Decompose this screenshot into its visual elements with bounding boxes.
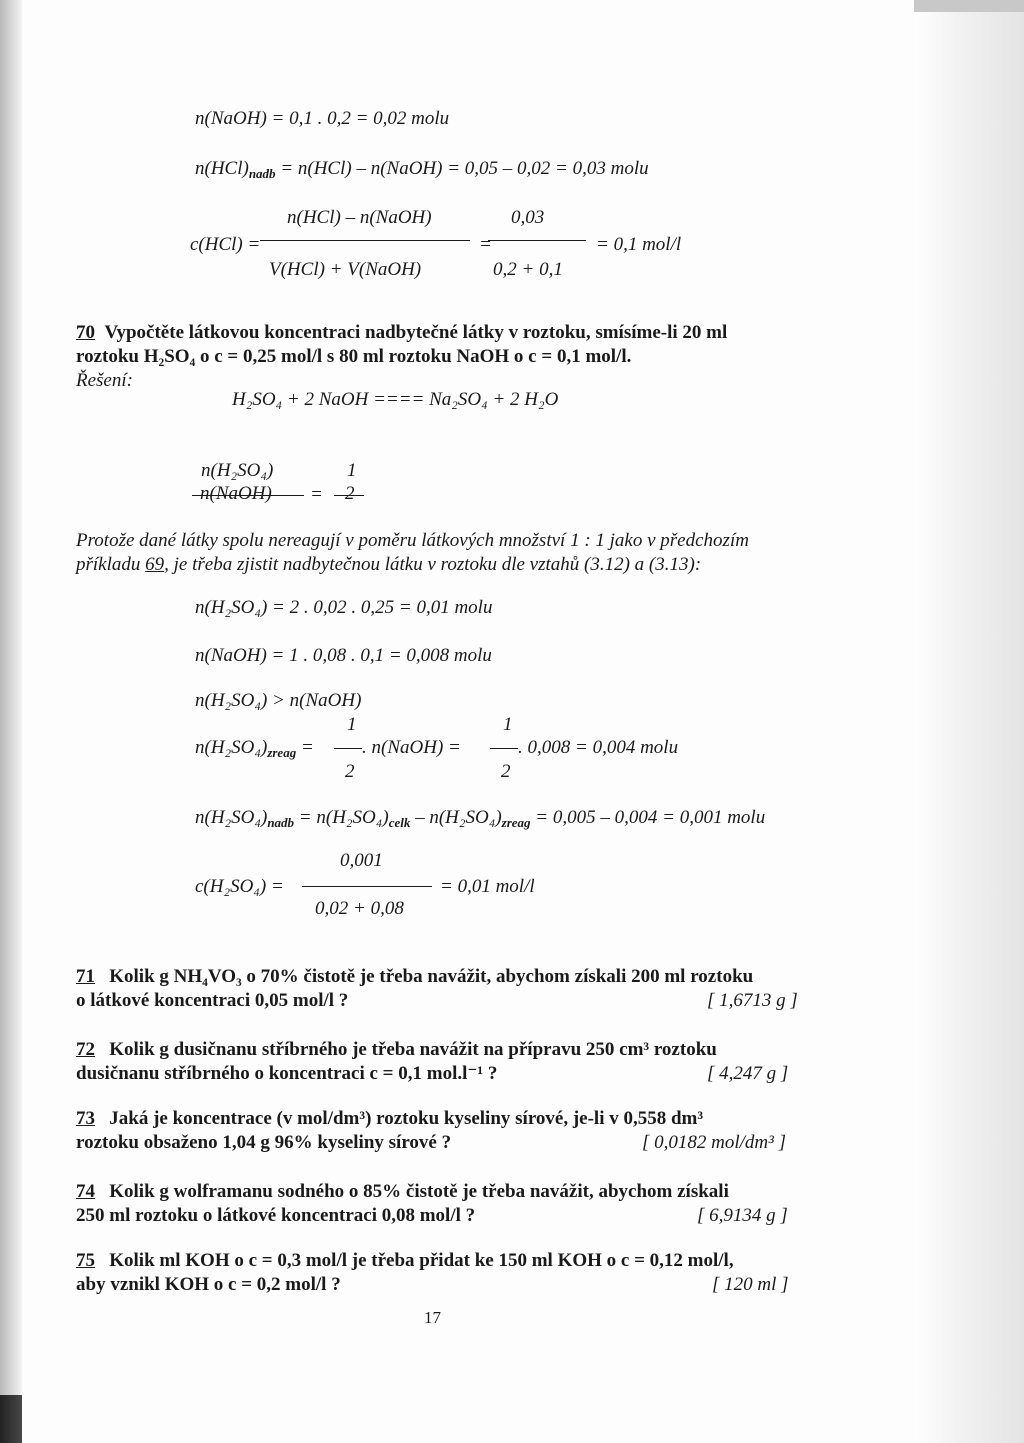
explanation-line2: příkladu 69, je třeba zjistit nadbytečnou látku v roztoku dle vztahů (3.12) a (3.13): <box>76 554 702 575</box>
fraction-bar-2 <box>488 240 586 241</box>
fraction-denominator-1: V(HCl) + V(NaOH) <box>269 259 422 280</box>
scan-left-edge <box>0 0 22 1443</box>
exercise-74-answer: [ 6,9134 g ] <box>697 1205 788 1226</box>
fraction-lhs-c-hcl: c(HCl) = <box>190 234 261 255</box>
exercise-70-line2: roztoku H₂SO₄ o c = 0,25 mol/l s 80 ml roztoku NaOH o c = 0,1 mol/l. <box>76 346 632 367</box>
equation-n-hcl-nadb: $n(HCl)_{nadb} = n(HCl)$ – n(NaOH) = 0,05 – 0,02 = 0,03 molu <box>195 158 649 181</box>
ratio-equals: = <box>310 484 323 505</box>
ratio-numerator: n(H₂SO₄) <box>201 460 274 481</box>
reference-example-69: 69 <box>145 554 165 575</box>
fraction-bar-1 <box>260 240 470 241</box>
exercise-71-answer: [ 1,6713 g ] <box>707 990 798 1011</box>
exercise-71-line2: o látkové koncentraci 0,05 mol/l ? <box>76 990 349 1011</box>
fraction-result: = 0,1 mol/l <box>596 234 682 255</box>
fraction-equals: = <box>479 234 492 255</box>
exercise-73-line2: roztoku obsaženo 1,04 g 96% kyseliny sírové ? <box>76 1132 452 1153</box>
zreag-numerator-2: 1 <box>503 714 513 735</box>
calc-n-h2so4: n(H₂SO₄) = 2 . 0,02 . 0,25 = 0,01 molu <box>195 597 493 618</box>
exercise-72-answer: [ 4,247 g ] <box>707 1063 789 1084</box>
exercise-74-line2: 250 ml roztoku o látkové koncentraci 0,08 mol/l ? <box>76 1205 476 1226</box>
scan-right-edge <box>914 0 1024 1443</box>
exercise-73-line1: 73 Jaká je koncentrace (v mol/dm³) roztoku kyseliny sírové, je-li v 0,558 dm³ <box>76 1108 704 1129</box>
zreag-end: . 0,008 = 0,004 molu <box>518 737 679 758</box>
scan-right-top-edge <box>914 0 1024 12</box>
zreag-bar-2 <box>490 748 518 749</box>
explanation-line1: Protože dané látky spolu nereagují v poměru látkových množství 1 : 1 jako v předchozím <box>76 530 749 551</box>
ratio-right-denominator: 2 <box>345 483 355 504</box>
zreag-numerator-1: 1 <box>347 714 357 735</box>
fraction-numerator-2: 0,03 <box>511 207 545 228</box>
exercise-70-line1: 70 Vypočtěte látkovou koncentraci nadbytečné látky v roztoku, smísíme-li 20 ml <box>76 322 728 343</box>
c-h2so4-result: = 0,01 mol/l <box>440 876 535 897</box>
zreag-middle: . n(NaOH) = <box>362 737 461 758</box>
exercise-72-line2: dusičnanu stříbrného o koncentraci c = 0,1 mol.l⁻¹ ? <box>76 1063 498 1084</box>
calc-comparison: n(H₂SO₄) > n(NaOH) <box>195 690 362 711</box>
exercise-73-answer: [ 0,0182 mol/dm³ ] <box>642 1132 786 1153</box>
calc-n-naoh: n(NaOH) = 1 . 0,08 . 0,1 = 0,008 molu <box>195 645 492 666</box>
ratio-denominator: n(NaOH) <box>200 483 272 504</box>
c-h2so4-lhs: c(H₂SO₄) = <box>195 876 284 897</box>
zreag-denominator-1: 2 <box>345 761 355 782</box>
c-h2so4-numerator: 0,001 <box>340 850 383 871</box>
reaction-equation: H₂SO₄ + 2 NaOH ==== Na₂SO₄ + 2 H₂O <box>232 389 559 410</box>
c-h2so4-bar <box>302 886 432 887</box>
page-number: 17 <box>424 1308 441 1327</box>
exercise-72-line1: 72 Kolik g dusičnanu stříbrného je třeba navážit na přípravu 250 cm³ roztoku <box>76 1039 717 1060</box>
equation-n-naoh: n(NaOH) = 0,1 . 0,2 = 0,02 molu <box>195 108 450 129</box>
exercise-74-line1: 74 Kolik g wolframanu sodného o 85% čistotě je třeba navážit, abychom získali <box>76 1181 729 1202</box>
exercise-75-answer: [ 120 ml ] <box>712 1274 789 1295</box>
ratio-right-numerator: 1 <box>347 460 357 481</box>
zreag-denominator-2: 2 <box>501 761 511 782</box>
exercise-71-line1: 71 Kolik g NH₄VO₃ o 70% čistotě je třeba navážit, abychom získali 200 ml roztoku <box>76 966 754 987</box>
exercise-75-line2: aby vznikl KOH o c = 0,2 mol/l ? <box>76 1274 341 1295</box>
c-h2so4-denominator: 0,02 + 0,08 <box>315 898 404 919</box>
fraction-denominator-2: 0,2 + 0,1 <box>493 259 563 280</box>
document-page <box>22 0 914 1443</box>
nadb-equation: $n(H_2SO_4)_{nadb} = n(H_2SO_4)_{celk} - n(H_2SO_4)_{zreag} = 0,005 - 0,004 = 0,001$ molu <box>195 807 766 830</box>
zreag-bar-1 <box>334 748 362 749</box>
zreag-lhs: $n(H_2SO_4)_{zreag}$ = <box>195 737 314 760</box>
solution-label: Řešení: <box>76 370 133 391</box>
fraction-numerator-1: n(HCl) – n(NaOH) <box>287 207 432 228</box>
exercise-75-line1: 75 Kolik ml KOH o c = 0,3 mol/l je třeba přidat ke 150 ml KOH o c = 0,12 mol/l, <box>76 1250 734 1271</box>
